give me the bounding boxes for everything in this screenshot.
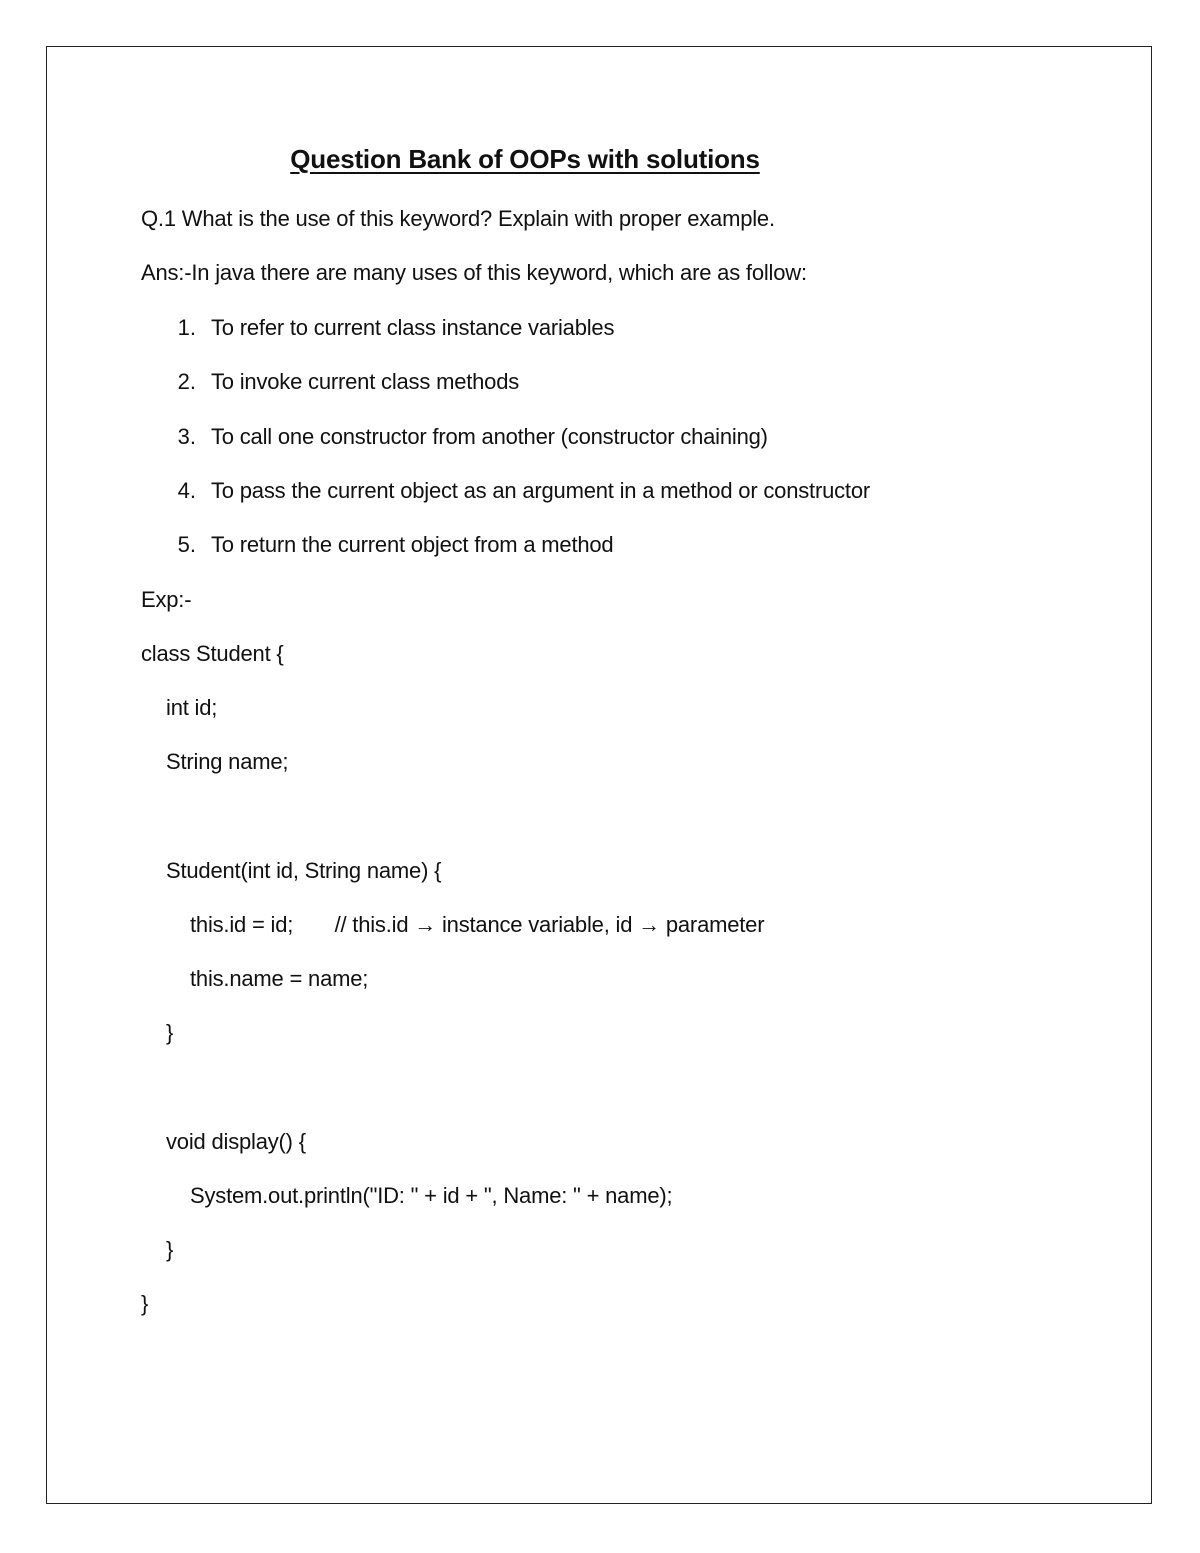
- question-text: Q.1 What is the use of this keyword? Explain with proper example.: [141, 206, 775, 231]
- code-line: System.out.println("ID: " + id + ", Name: " + name);: [190, 1183, 673, 1208]
- list-item: To call one constructor from another (constructor chaining): [211, 424, 768, 449]
- list-item-number: 1.: [177, 315, 196, 340]
- code-line: this.id = id; // this.id → instance variable, id → parameter: [190, 912, 765, 937]
- list-item-number: 3.: [177, 424, 196, 449]
- code-line: }: [166, 1020, 174, 1045]
- code-line: int id;: [166, 695, 218, 720]
- code-line: }: [141, 1291, 149, 1316]
- list-item: To refer to current class instance variables: [211, 315, 615, 340]
- list-item: To return the current object from a method: [211, 532, 614, 557]
- code-line: Student(int id, String name) {: [166, 858, 442, 883]
- list-item: To pass the current object as an argument in a method or constructor: [211, 478, 870, 503]
- example-label: Exp:-: [141, 587, 192, 612]
- list-item-number: 4.: [177, 478, 196, 503]
- document-title: Question Bank of OOPs with solutions: [290, 144, 760, 174]
- code-line: String name;: [166, 749, 289, 774]
- answer-intro: Ans:-In java there are many uses of this keyword, which are as follow:: [141, 260, 807, 285]
- code-line: void display() {: [166, 1129, 306, 1154]
- list-item-number: 5.: [177, 532, 196, 557]
- list-item: To invoke current class methods: [211, 369, 520, 394]
- code-line: this.name = name;: [190, 966, 369, 991]
- code-line: class Student {: [141, 641, 284, 666]
- code-line: }: [166, 1237, 174, 1262]
- list-item-number: 2.: [177, 369, 196, 394]
